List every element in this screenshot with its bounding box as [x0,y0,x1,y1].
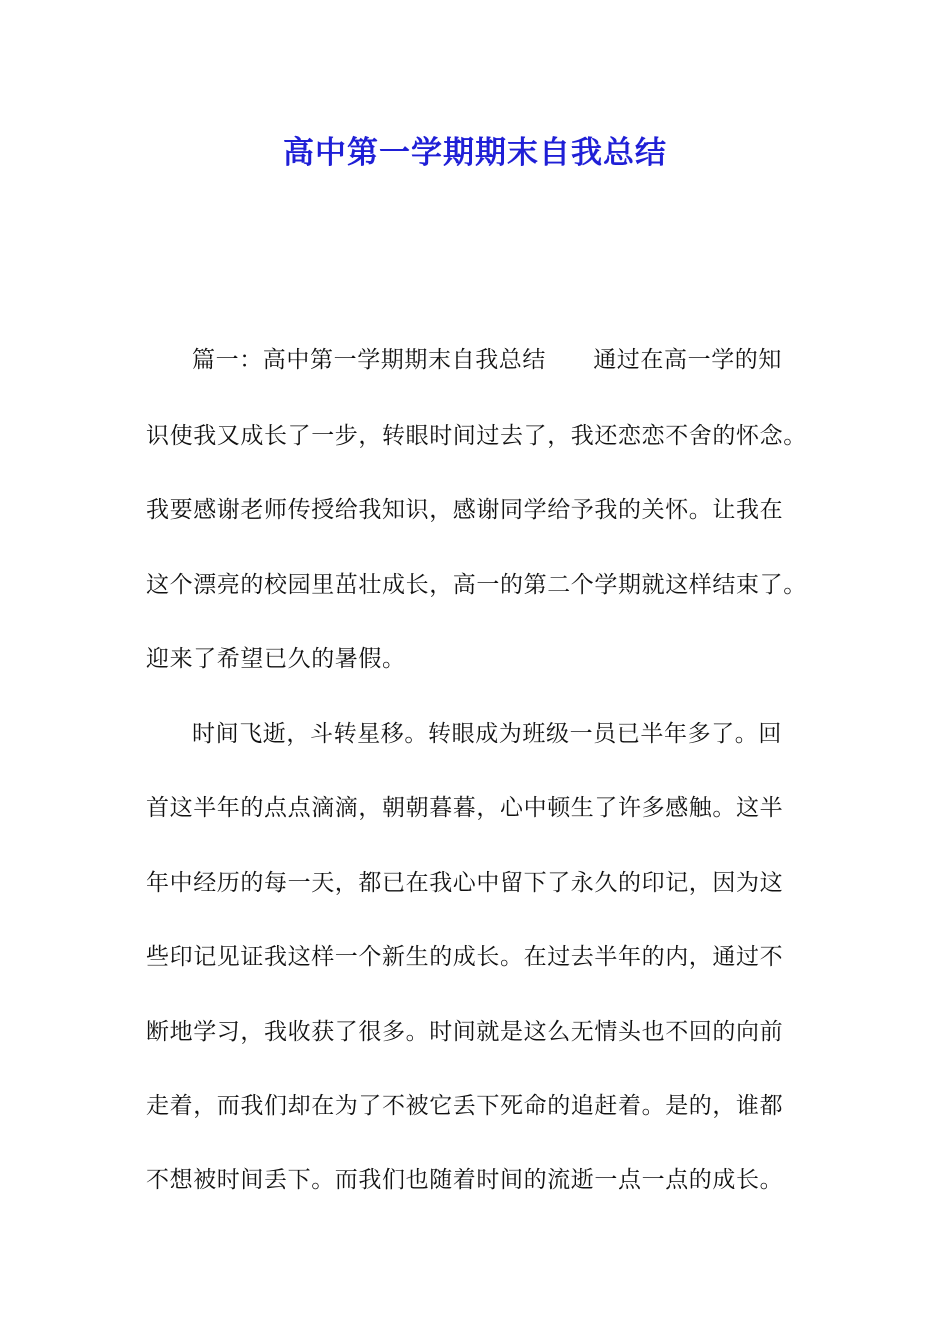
document-title: 高中第一学期期末自我总结 [283,135,667,171]
paragraph-1-line-1: 篇一：高中第一学期期末自我总结 通过在高一学的知 [192,347,782,373]
paragraph-2-line-4: 些印记见证我这样一个新生的成长。在过去半年的内，通过不 [146,944,784,970]
paragraph-1-line-2: 识使我又成长了一步，转眼时间过去了，我还恋恋不舍的怀念。 [146,423,807,449]
paragraph-2-line-5: 断地学习，我收获了很多。时间就是这么无情头也不回的向前 [146,1019,784,1045]
paragraph-1-line-5: 迎来了希望已久的暑假。 [146,646,406,672]
paragraph-2-line-6: 走着，而我们却在为了不被它丢下死命的追赶着。是的，谁都 [146,1093,784,1119]
paragraph-2-line-1: 时间飞逝，斗转星移。转眼成为班级一员已半年多了。回 [192,721,782,747]
paragraph-2-line-2: 首这半年的点点滴滴，朝朝暮暮，心中顿生了许多感触。这半 [146,795,784,821]
paragraph-1-line-3: 我要感谢老师传授给我知识，感谢同学给予我的关怀。让我在 [146,497,784,523]
paragraph-2-line-7: 不想被时间丢下。而我们也随着时间的流逝一点一点的成长。 [146,1167,784,1193]
paragraph-1-line-4: 这个漂亮的校园里茁壮成长，高一的第二个学期就这样结束了。 [146,572,807,598]
paragraph-2-line-3: 年中经历的每一天，都已在我心中留下了永久的印记，因为这 [146,870,784,896]
